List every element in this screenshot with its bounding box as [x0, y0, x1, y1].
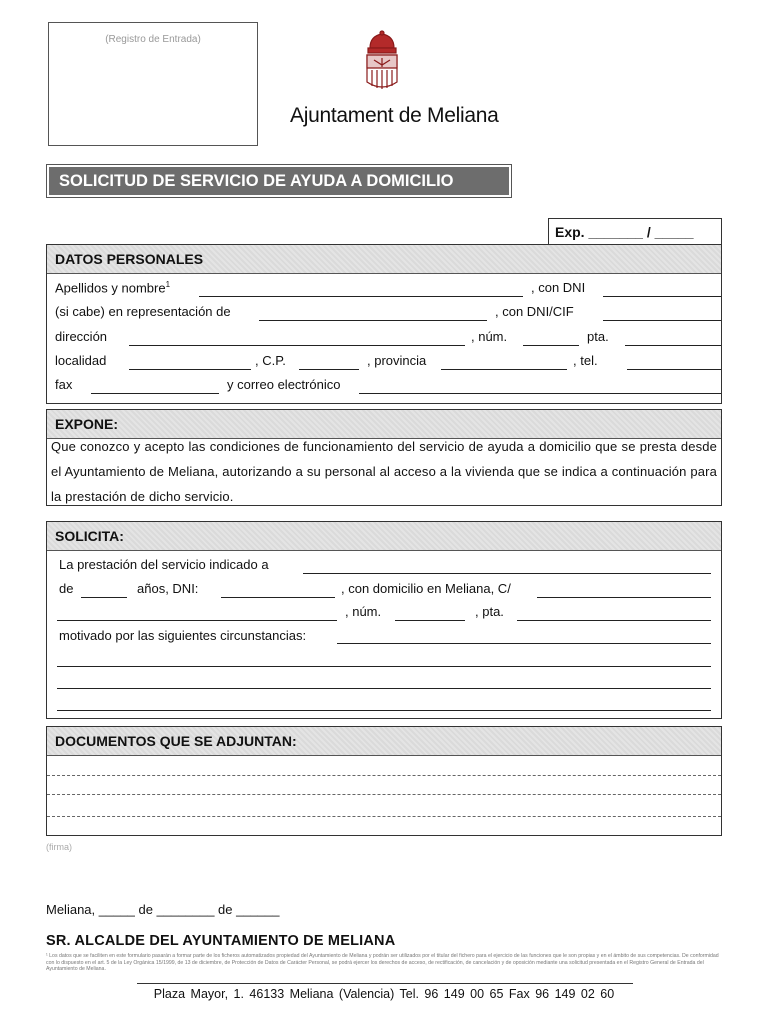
representacion-label: (si cabe) en representación de	[55, 304, 231, 319]
provincia-field[interactable]	[441, 369, 567, 370]
firma-label: (firma)	[46, 842, 72, 852]
dni-field[interactable]	[603, 296, 721, 297]
motivo-field-1[interactable]	[337, 643, 711, 644]
cp-field[interactable]	[299, 369, 359, 370]
datos-personales-section	[46, 244, 722, 404]
con-dni-label: , con DNI	[531, 280, 586, 295]
prestacion-label: La prestación del servicio indicado a	[59, 557, 269, 572]
con-dni-cif-label: , con DNI/CIF	[495, 304, 574, 319]
motivado-label: motivado por las siguientes circunstancias:	[59, 628, 307, 643]
documentos-heading: DOCUMENTOS QUE SE ADJUNTAN:	[47, 727, 721, 756]
correo-label: y correo electrónico	[227, 377, 341, 392]
documento-line-3[interactable]	[47, 816, 721, 817]
tel-field[interactable]	[627, 369, 721, 370]
localidad-field[interactable]	[129, 369, 251, 370]
calle-cont-field[interactable]	[57, 620, 337, 621]
domicilio-label: , con domicilio en Meliana, C/	[341, 581, 511, 596]
fax-label: fax	[55, 377, 73, 392]
localidad-label: localidad	[55, 353, 107, 368]
sol-pta-field[interactable]	[517, 620, 711, 621]
date-line[interactable]: Meliana, _____ de ________ de ______	[46, 902, 280, 917]
form-title: SOLICITUD DE SERVICIO DE AYUDA A DOMICILIO	[49, 167, 509, 195]
alcalde-heading: SR. ALCALDE DEL AYUNTAMIENTO DE MELIANA	[46, 933, 396, 949]
apellidos-field[interactable]	[199, 296, 523, 297]
pta-label: pta.	[587, 329, 609, 344]
expediente-field[interactable]: Exp. _______ / _____	[548, 218, 722, 244]
representacion-field[interactable]	[259, 320, 487, 321]
beneficiario-dni-field[interactable]	[221, 597, 335, 598]
motivo-field-2[interactable]	[57, 666, 711, 667]
coat-of-arms-icon	[362, 30, 402, 100]
correo-field[interactable]	[359, 393, 721, 394]
solicita-heading: SOLICITA:	[47, 522, 721, 551]
form-title-box	[46, 164, 512, 198]
sol-num-label: , núm.	[345, 604, 382, 619]
apellidos-label: Apellidos y nombre$^1$	[55, 280, 171, 296]
expone-heading: EXPONE:	[47, 410, 721, 439]
documento-line-1[interactable]	[47, 775, 721, 776]
expone-text: Que conozco y acepto las condiciones de funcionamiento del servicio de ayuda a domicilio que se presta desde el Ayuntamiento de Meliana, autorizando a su personal al acceso a la vivienda que se indica a continuación para la prestación de dicho servicio.	[51, 439, 717, 504]
registro-entrada-label: (Registro de Entrada)	[105, 34, 201, 45]
beneficiario-field[interactable]	[303, 573, 711, 574]
footer-address: Plaza Mayor, 1. 46133 Meliana (Valencia) Tel. 96 149 00 65 Fax 96 149 02 60	[153, 987, 615, 1001]
dni-cif-field[interactable]	[603, 320, 721, 321]
fax-field[interactable]	[91, 393, 219, 394]
legal-note: ¹ Los datos que se faciliten en este formulario pasarán a formar parte de los ficheros automatizados propiedad del Ayuntamiento de Meliana y podrán ser utilizados por el titular del fichero para el ejercicio de las funciones que le son propias y en el ámbito de sus competencias. De conformidad con lo dispuesto en el art. 5 de la Ley Orgánica 15/1999, de 13 de diciembre, de Protección de Datos de Carácter Personal, se podrá ejercer los derechos de acceso, de rectificación, de cancelación y de oposición mediante una solicitud presentada en el Registro General de Entrada del Ayuntamiento de Meliana.	[46, 953, 719, 973]
tel-label: , tel.	[573, 353, 598, 368]
expone-section	[46, 409, 722, 506]
calle-field[interactable]	[537, 597, 711, 598]
organization-name: Ajuntament de Meliana	[290, 104, 499, 127]
solicita-section	[46, 521, 722, 719]
sol-pta-label: , pta.	[475, 604, 504, 619]
provincia-label: , provincia	[367, 353, 427, 368]
anos-dni-label: años, DNI:	[137, 581, 199, 596]
documentos-section	[46, 726, 722, 836]
edad-field[interactable]	[81, 597, 127, 598]
footer-divider	[137, 983, 633, 984]
datos-personales-heading: DATOS PERSONALES	[47, 245, 721, 274]
de-label: de	[59, 581, 74, 596]
cp-label: , C.P.	[255, 353, 286, 368]
direccion-field[interactable]	[129, 345, 465, 346]
motivo-field-3[interactable]	[57, 688, 711, 689]
pta-field[interactable]	[625, 345, 721, 346]
documento-line-2[interactable]	[47, 794, 721, 795]
num-label: , núm.	[471, 329, 508, 344]
sol-num-field[interactable]	[395, 620, 465, 621]
num-field[interactable]	[523, 345, 579, 346]
direccion-label: dirección	[55, 329, 108, 344]
motivo-field-4[interactable]	[57, 710, 711, 711]
